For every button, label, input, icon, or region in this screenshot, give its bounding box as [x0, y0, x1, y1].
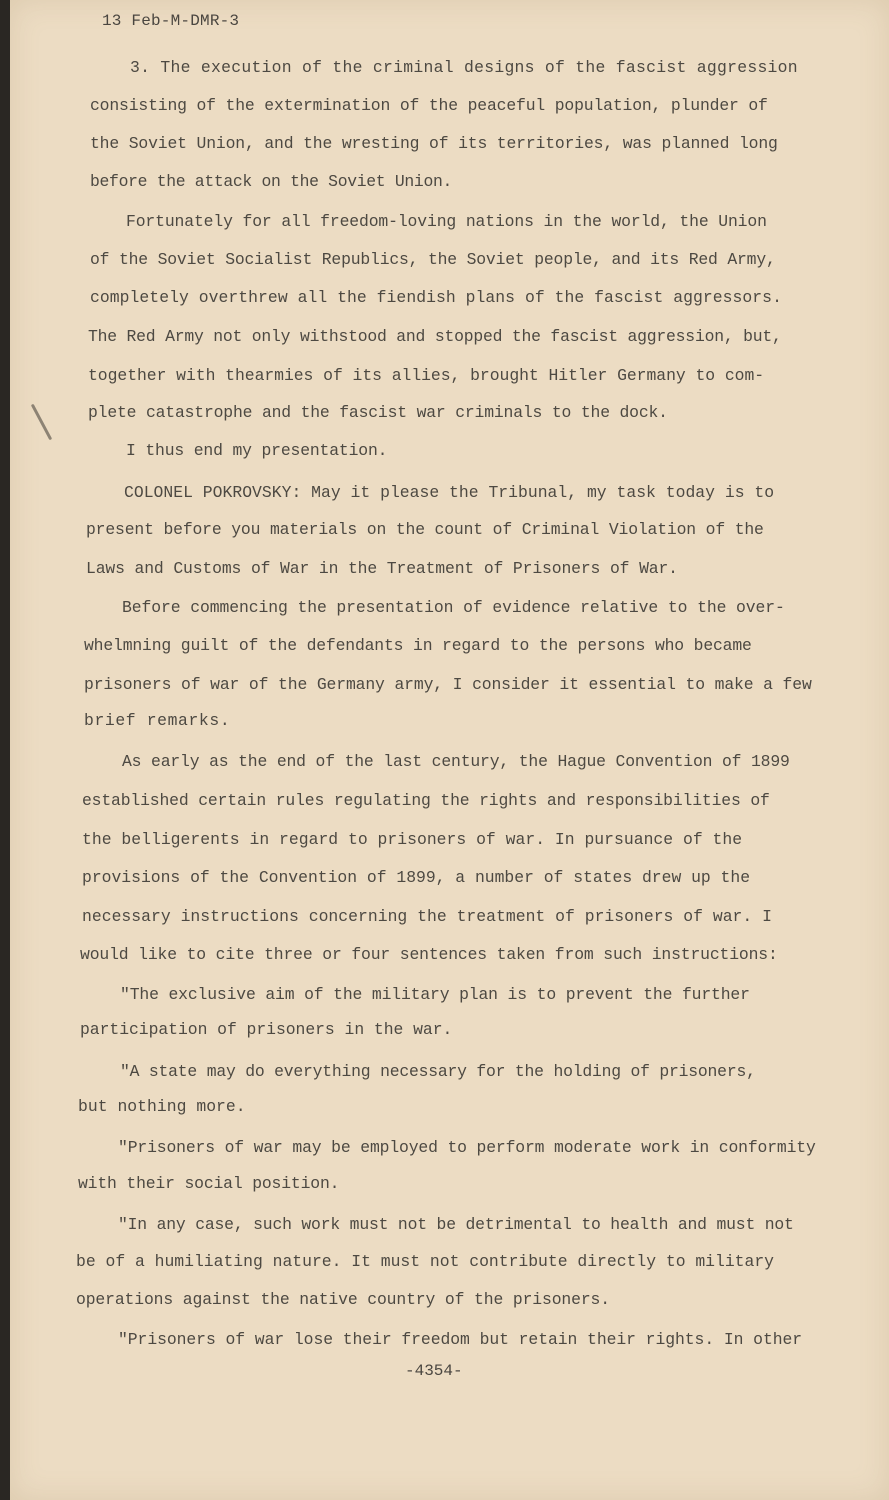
text-line: the Soviet Union, and the wresting of its territories, was planned long	[90, 134, 778, 153]
text-line: 3. The execution of the criminal designs of the fascist aggression	[130, 58, 798, 77]
text-line: established certain rules regulating the rights and responsibilities of	[82, 791, 770, 810]
text-line: consisting of the extermination of the peaceful population, plunder of	[90, 96, 768, 115]
text-line: would like to cite three or four sentences taken from such instructions:	[80, 945, 778, 964]
text-line: plete catastrophe and the fascist war criminals to the dock.	[88, 403, 668, 422]
text-line: together with thearmies of its allies, brought Hitler Germany to com-	[88, 366, 765, 385]
text-line: the belligerents in regard to prisoners of war. In pursuance of the	[82, 830, 743, 849]
text-line: completely overthrew all the fiendish plans of the fascist aggressors.	[90, 288, 782, 307]
text-line: prisoners of war of the Germany army, I consider it essential to make a few	[84, 675, 812, 694]
text-line: COLONEL POKROVSKY: May it please the Tribunal, my task today is to	[124, 483, 775, 502]
text-line: be of a humiliating nature. It must not contribute directly to military	[76, 1252, 775, 1271]
text-line: "In any case, such work must not be detrimental to health and must not	[118, 1215, 794, 1234]
text-line: Before commencing the presentation of evidence relative to the over-	[122, 598, 785, 617]
text-line: "A state may do everything necessary for the holding of prisoners,	[120, 1062, 756, 1081]
text-line: participation of prisoners in the war.	[80, 1020, 453, 1039]
text-line: "The exclusive aim of the military plan is to prevent the further	[120, 985, 750, 1004]
text-line: "Prisoners of war may be employed to perform moderate work in conformity	[118, 1138, 816, 1157]
document-page	[10, 0, 889, 1500]
text-line: Laws and Customs of War in the Treatment of Prisoners of War.	[86, 559, 678, 578]
text-line: present before you materials on the count of Criminal Violation of the	[86, 520, 764, 539]
text-line: before the attack on the Soviet Union.	[90, 172, 453, 191]
text-line: As early as the end of the last century, the Hague Convention of 1899	[122, 752, 790, 771]
text-line: whelmning guilt of the defendants in regard to the persons who became	[84, 636, 752, 655]
text-line: I thus end my presentation.	[126, 441, 388, 460]
page-number: -4354-	[405, 1362, 463, 1380]
text-line: but nothing more.	[78, 1097, 246, 1116]
document-header: 13 Feb-M-DMR-3	[102, 12, 240, 30]
text-line: The Red Army not only withstood and stopped the fascist aggression, but,	[88, 327, 782, 346]
text-line: brief remarks.	[84, 711, 231, 730]
text-line: Fortunately for all freedom-loving nations in the world, the Union	[126, 212, 767, 231]
text-line: provisions of the Convention of 1899, a number of states drew up the	[82, 868, 751, 887]
text-line: operations against the native country of the prisoners.	[76, 1290, 610, 1309]
text-line: "Prisoners of war lose their freedom but retain their rights. In other	[118, 1330, 803, 1349]
text-line: necessary instructions concerning the treatment of prisoners of war. I	[82, 907, 772, 926]
text-line: of the Soviet Socialist Republics, the Soviet people, and its Red Army,	[90, 250, 776, 269]
text-line: with their social position.	[78, 1174, 340, 1193]
